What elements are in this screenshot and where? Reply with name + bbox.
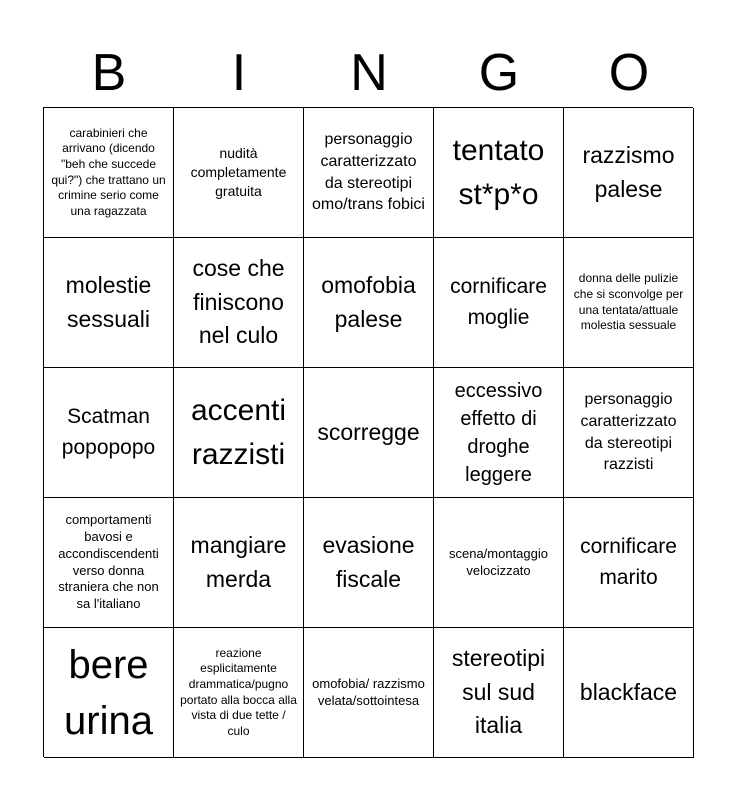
cell-text: tentato st*p*o [452,134,545,211]
cell-text: molestie sessuali [65,272,152,332]
bingo-header [44,40,694,106]
cell-text: cose che finiscono nel culo [192,255,285,349]
header-letter-i: I [231,44,247,102]
bingo-cell-r5-c1[interactable] [44,628,174,758]
cell-text: scena/montaggio velocizzato [448,545,548,578]
bingo-cell-r1-c5[interactable] [564,108,694,238]
bingo-cell-r4-c1[interactable] [44,498,174,628]
cell-text: stereotipi sul sud italia [451,645,546,739]
bingo-board [43,107,693,757]
bingo-cell-r2-c4[interactable] [434,238,564,368]
bingo-cell-r3-c1[interactable] [44,368,174,498]
bingo-cell-r3-c5[interactable] [564,368,694,498]
cell-text: omofobia/ razzismo velata/sottointesa [312,675,425,708]
bingo-cell-r4-c3[interactable] [304,498,434,628]
cell-text: nudità completamente gratuita [190,145,287,199]
bingo-cell-r5-c3[interactable] [304,628,434,758]
header-letter-g: G [478,44,520,102]
cell-text: evasione fiscale [322,532,415,592]
bingo-cell-r3-c2[interactable] [174,368,304,498]
header-letter-o: O [608,44,650,102]
bingo-cell-r3-c4[interactable] [434,368,564,498]
cell-text: scorregge [317,418,420,445]
cell-text: personaggio caratterizzato da stereotipi omo/trans fobici [312,131,425,214]
cell-text: Scatman popopopo [61,405,156,459]
header-letter-b: B [91,44,127,102]
cell-text: donna delle pulizie che si sconvolge per una tentata/attuale molestia sessuale [573,271,684,333]
cell-text: mangiare merda [190,532,287,592]
bingo-cell-r4-c5[interactable] [564,498,694,628]
bingo-cell-r4-c2[interactable] [174,498,304,628]
bingo-cell-r1-c4[interactable] [434,108,564,238]
cell-text: carabinieri che arrivano (dicendo "beh che succede qui?") che trattano un crimine serio come una ragazzata [51,125,166,218]
cell-text: omofobia palese [321,272,416,332]
bingo-cell-r5-c2[interactable] [174,628,304,758]
bingo-cell-r2-c3[interactable] [304,238,434,368]
bingo-cell-r1-c2[interactable] [174,108,304,238]
bingo-cell-r2-c5[interactable] [564,238,694,368]
bingo-cell-r2-c1[interactable] [44,238,174,368]
cell-text: accenti razzisti [190,394,287,471]
cell-text: razzismo palese [582,142,675,202]
bingo-cell-r3-c3[interactable] [304,368,434,498]
bingo-cell-r1-c3[interactable] [304,108,434,238]
cell-text: eccessivo effetto di droghe leggere [454,379,543,486]
cell-text: blackface [579,678,678,705]
bingo-cell-r1-c1[interactable] [44,108,174,238]
cell-text: reazione esplicitamente drammatica/pugno portato alla bocca alla vista di due tette / culo [180,645,297,738]
bingo-cell-r5-c4[interactable] [434,628,564,758]
cell-text: comportamenti bavosi e accondiscendenti verso donna straniera che non sa l'italiano [58,511,159,612]
header-letter-n: N [350,44,388,102]
cell-text: cornificare marito [580,535,677,589]
cell-text: personaggio caratterizzato da stereotipi razzisti [580,391,677,474]
cell-text: cornificare moglie [450,275,547,329]
bingo-cell-r4-c4[interactable] [434,498,564,628]
cell-text: bere urina [64,642,153,743]
bingo-cell-r5-c5[interactable] [564,628,694,758]
bingo-cell-r2-c2[interactable] [174,238,304,368]
